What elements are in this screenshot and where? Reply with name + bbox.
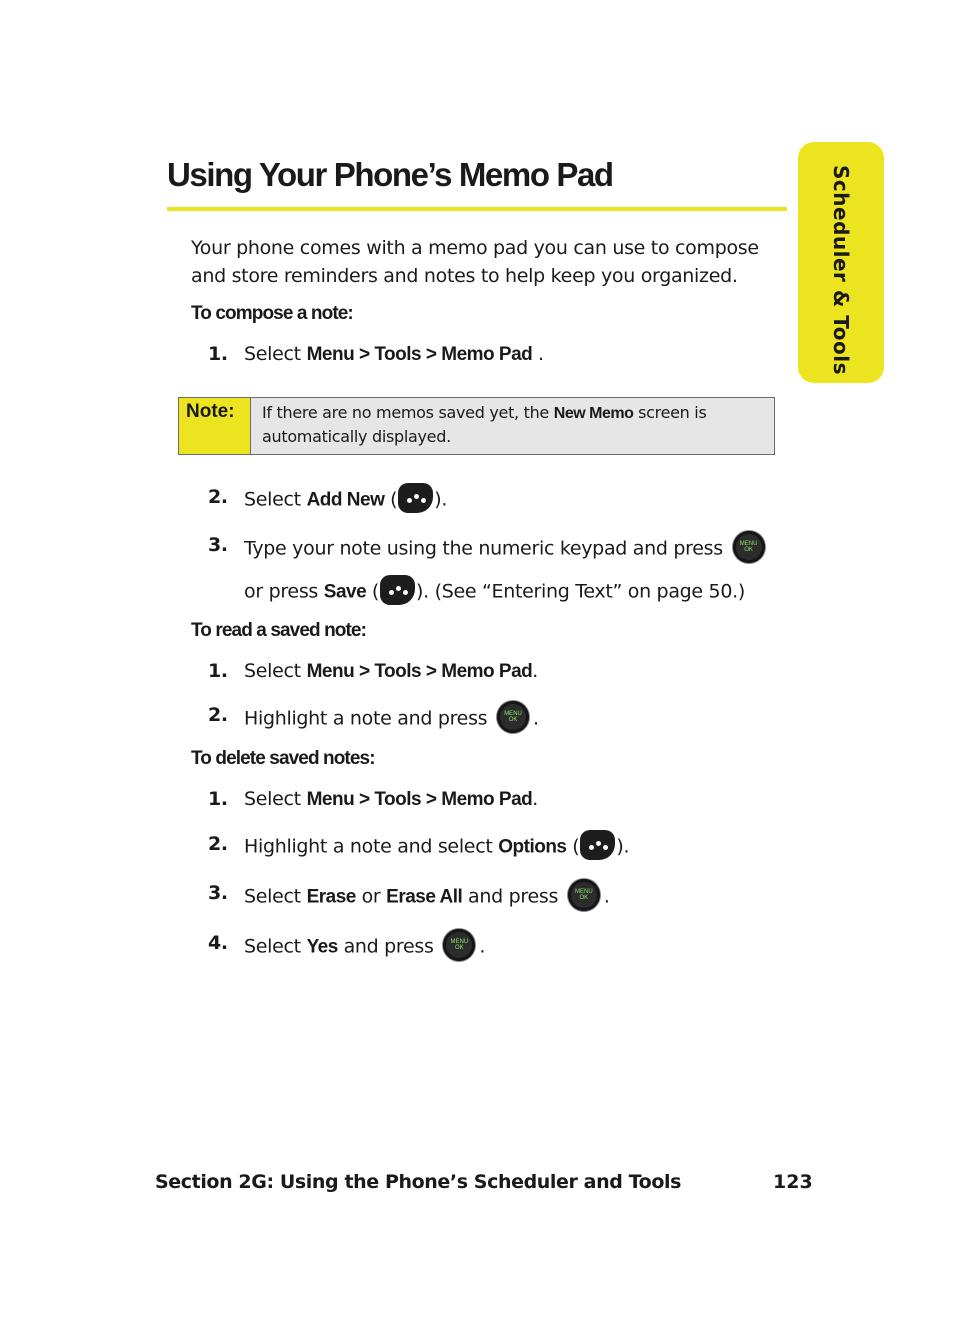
step-text: Highlight a note and select Options ( ).	[244, 832, 629, 862]
step-number: 1.	[208, 343, 228, 365]
step-text: Highlight a note and press MENU OK .	[244, 703, 539, 735]
softkey-icon	[580, 830, 615, 860]
step-text: Select Menu > Tools > Memo Pad .	[244, 343, 544, 365]
note-text: If there are no memos saved yet, the New Memo screen is automatically displayed.	[262, 403, 707, 446]
menu-ok-key-icon: MENU OK	[733, 531, 765, 563]
menu-ok-key-icon: MENU OK	[443, 929, 475, 961]
step-number: 3.	[208, 534, 228, 556]
step-number: 4.	[208, 932, 228, 954]
page-number: 123	[773, 1171, 813, 1193]
step-number: 1.	[208, 788, 228, 810]
read-heading: To read a saved note:	[191, 620, 367, 641]
softkey-icon	[380, 575, 415, 605]
step-text: Type your note using the numeric keypad and press MENU OK	[244, 533, 769, 565]
step-text: Select Yes and press MENU OK .	[244, 931, 485, 963]
note-box	[178, 397, 775, 455]
softkey-icon	[398, 483, 433, 513]
step-number: 2.	[208, 704, 228, 726]
section-side-tab-label: Scheduler & Tools	[829, 165, 853, 375]
note-label: Note:	[179, 398, 251, 454]
delete-heading: To delete saved notes:	[191, 748, 375, 769]
menu-ok-key-icon: MENU OK	[568, 879, 600, 911]
step-number: 1.	[208, 660, 228, 682]
step-text: Select Erase or Erase All and press MENU OK .	[244, 881, 610, 913]
compose-heading: To compose a note:	[191, 303, 353, 324]
footer-section-title: Section 2G: Using the Phone’s Scheduler and Tools	[155, 1171, 682, 1193]
title-underline	[167, 207, 787, 211]
step-number: 3.	[208, 882, 228, 904]
step-text: Select Menu > Tools > Memo Pad.	[244, 660, 539, 682]
menu-ok-key-icon: MENU OK	[497, 701, 529, 733]
step-number: 2.	[208, 486, 228, 508]
step-text: or press Save ( ). (See “Entering Text” on page 50.)	[244, 577, 745, 607]
step-text: Select Menu > Tools > Memo Pad.	[244, 788, 539, 810]
step-number: 2.	[208, 833, 228, 855]
page-title: Using Your Phone’s Memo Pad	[167, 156, 613, 193]
intro-paragraph: Your phone comes with a memo pad you can use to compose and store reminders and notes to help keep you organized.	[191, 237, 759, 287]
step-text: Select Add New ( ).	[244, 485, 447, 515]
